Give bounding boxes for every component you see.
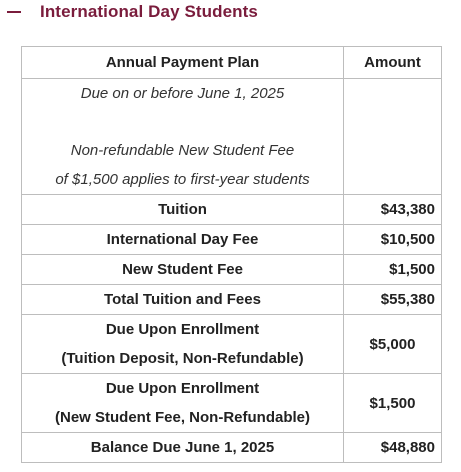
fee-note-line-1: Non-refundable New Student Fee	[70, 142, 295, 159]
row-label-enrollment-deposit	[22, 315, 344, 374]
section-header[interactable]	[0, 0, 258, 24]
row-label-balance: Balance Due June 1, 2025	[22, 433, 344, 463]
table-row	[22, 195, 442, 225]
table-row	[22, 225, 442, 255]
enrollment-fee-line-2: (New Student Fee, Non-Refundable)	[55, 409, 310, 426]
payment-notes	[22, 79, 344, 195]
row-label-total: Total Tuition and Fees	[22, 285, 344, 315]
section-title: International Day Students	[40, 2, 258, 21]
row-amount-enrollment-deposit: $5,000	[344, 315, 442, 374]
row-label-international-day-fee: International Day Fee	[22, 225, 344, 255]
row-amount-international-day-fee: $10,500	[344, 225, 442, 255]
header-amount: Amount	[344, 47, 442, 79]
payment-plan-table	[21, 46, 442, 463]
table-row	[22, 433, 442, 463]
row-amount-enrollment-fee: $1,500	[344, 374, 442, 433]
enrollment-deposit-line-1: Due Upon Enrollment	[105, 321, 260, 338]
table-header-row	[22, 47, 442, 79]
enrollment-fee-line-1: Due Upon Enrollment	[105, 380, 260, 397]
header-payment-plan: Annual Payment Plan	[22, 47, 344, 79]
row-amount-total: $55,380	[344, 285, 442, 315]
row-amount-new-student-fee: $1,500	[344, 255, 442, 285]
fee-note-line-2: of $1,500 applies to first-year students	[55, 171, 310, 188]
row-amount-balance: $48,880	[344, 433, 442, 463]
table-row	[22, 255, 442, 285]
note-spacer	[28, 108, 337, 136]
row-amount-tuition: $43,380	[344, 195, 442, 225]
notes-amount-empty	[344, 79, 442, 195]
notes-row	[22, 79, 442, 195]
table-row	[22, 374, 442, 433]
table-row	[22, 315, 442, 374]
table-row	[22, 285, 442, 315]
row-label-tuition: Tuition	[22, 195, 344, 225]
collapse-icon[interactable]	[7, 11, 21, 13]
row-label-enrollment-fee	[22, 374, 344, 433]
enrollment-deposit-line-2: (Tuition Deposit, Non-Refundable)	[61, 350, 304, 367]
row-label-new-student-fee: New Student Fee	[22, 255, 344, 285]
due-date-note: Due on or before June 1, 2025	[80, 85, 285, 102]
